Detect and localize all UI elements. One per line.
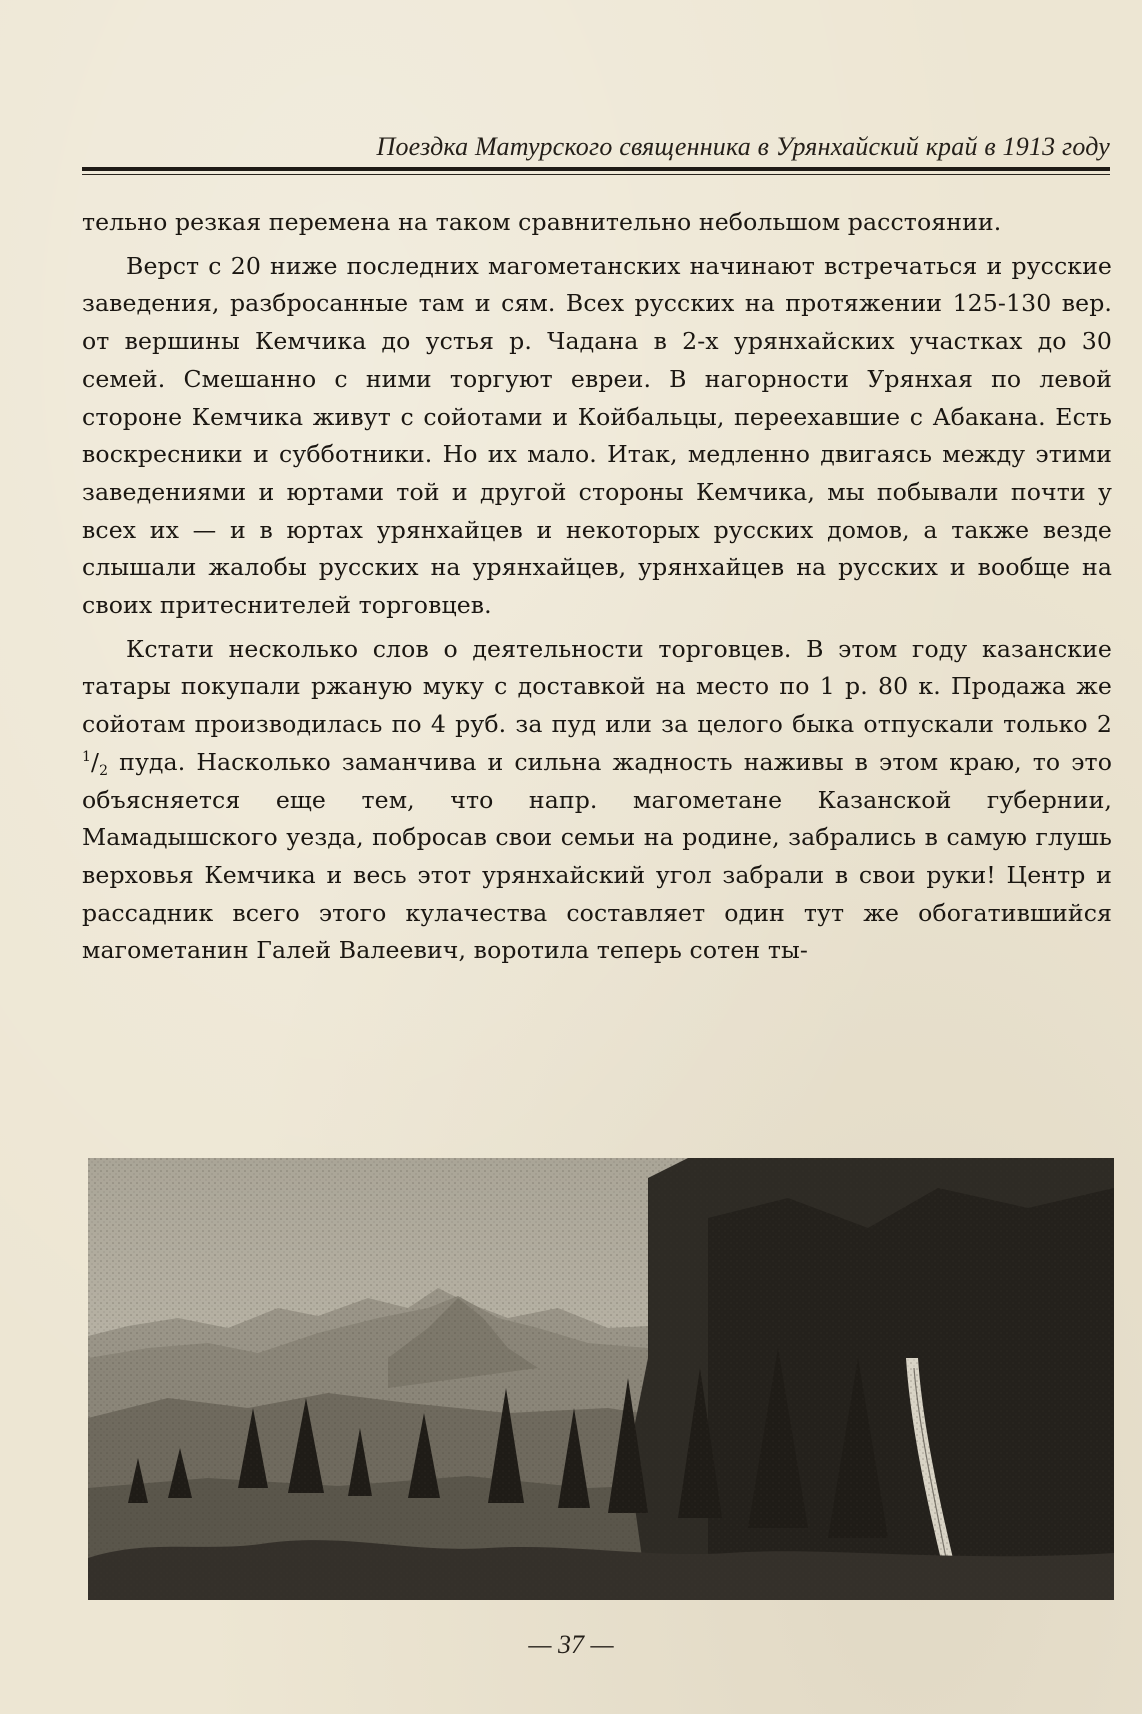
body-text: [82, 204, 1112, 970]
paragraph-3-text-start: Кстати несколько слов о деятельности торговцев. В этом году казанские татары покупали ржаную муку с доставкой на место по 1 р. 80 к. Продажа же сойотам производилась по 4 руб. за пуд или за целого быка отпускали только 2: [82, 634, 1112, 739]
fraction-numerator: 1: [82, 748, 92, 765]
landscape-illustration: [88, 1158, 1114, 1600]
fraction-separator: /: [91, 747, 100, 776]
paragraph-3: [82, 631, 1112, 970]
running-title: Поездка Матурского священника в Урянхайский край в 1913 году: [376, 132, 1110, 161]
paragraph-2: Верст с 20 ниже последних магометанских начинают встречаться и русские заведения, разбросанные там и сям. Всех русских на протяжении 125-130 вер. от вершины Кемчика до устья р. Чадана в 2-х урянхайских участках до 30 семей. Смешанно с ними торгуют евреи. В нагорности Урянхая по левой стороне Кемчика живут с сойотами и Койбальцы, переехавшие с Абакана. Есть воскресники и субботники. Но их мало. Итак, медленно двигаясь между этими заведениями и юртами той и другой стороны Кемчика, мы побывали почти у всех их — и в юртах урянхайцев и некоторых русских домов, а также везде слышали жалобы русских на урянхайцев, урянхайцев на русских и вообще на своих притеснителей торговцев.: [82, 251, 1112, 620]
running-header: [82, 128, 1110, 172]
paragraph-1: тельно резкая перемена на таком сравнительно небольшом расстоянии.: [82, 208, 1002, 236]
paragraph-3-text-end: пуда. Насколько заманчива и сильна жадность наживы в этом краю, то это объясняется еще тем, что напр. магометане Казанской губернии, Мамадышского уезда, побросав свои семьи на родине, забрались в самую глушь верховья Кемчика и весь этот урянхайский угол забрали в свои руки! Центр и рассадник всего этого кулачества составляет один тут же обогатившийся магометанин Галей Валеевич, воротила теперь сотен ты-: [82, 747, 1112, 965]
fraction-half: [82, 747, 109, 779]
fraction-denominator: 2: [99, 762, 109, 779]
page-number: — 37 —: [528, 1630, 614, 1659]
landscape-picture: [88, 1158, 1114, 1600]
header-rule-thin: [82, 174, 1110, 175]
header-rule: [82, 167, 1110, 171]
